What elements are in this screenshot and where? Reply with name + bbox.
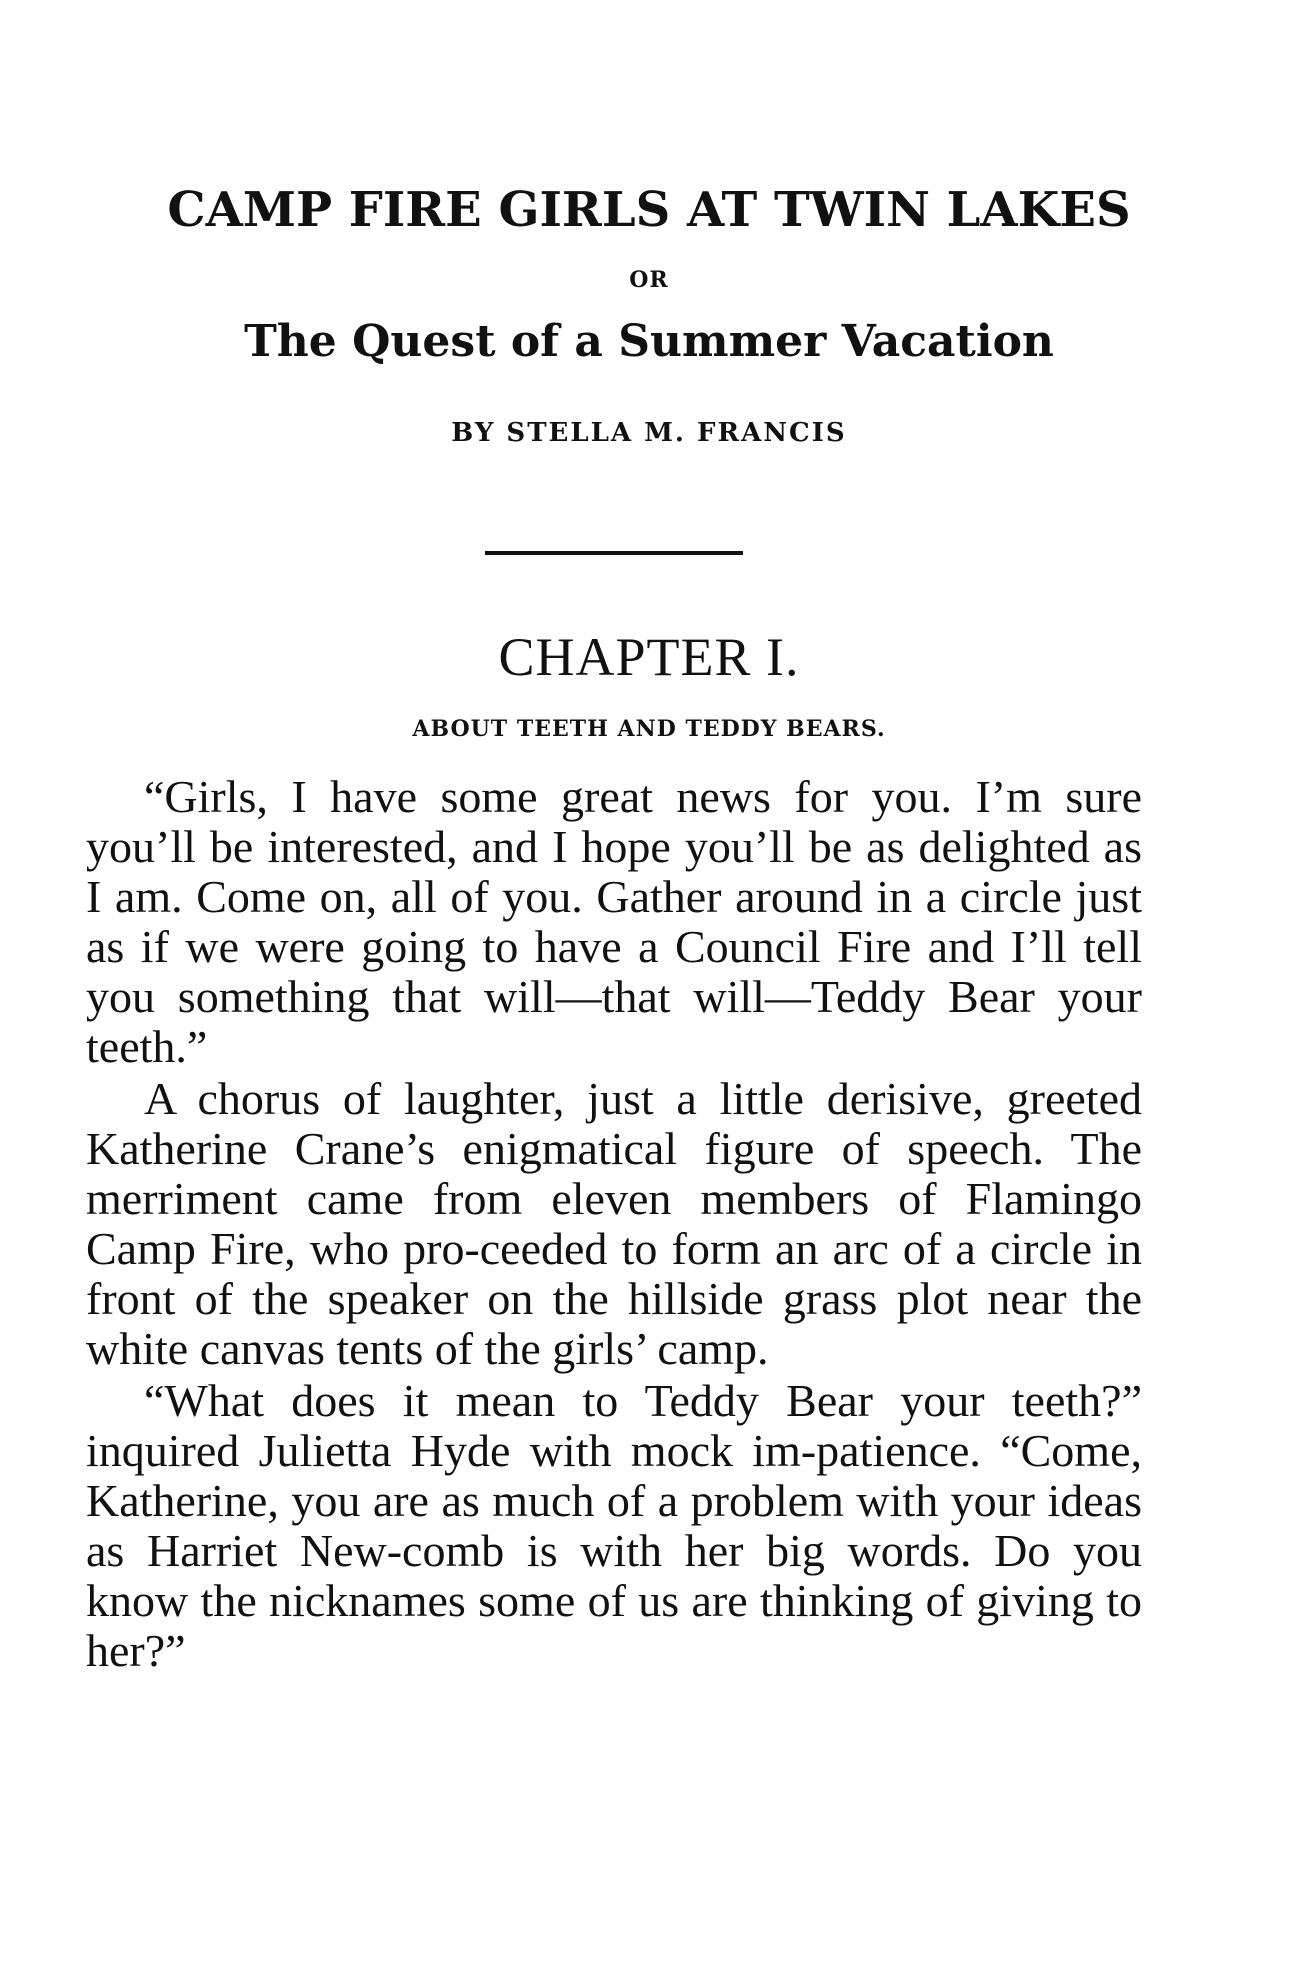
chapter-title: ABOUT TEETH AND TEDDY BEARS. [412, 716, 886, 742]
author-byline: BY STELLA M. FRANCIS [451, 418, 847, 448]
chapter-body [86, 772, 1142, 1678]
paragraph: A chorus of laughter, just a little derisive, greeted Katherine Crane’s enigmatical figure of speech. The merriment came from eleven members of Flamingo Camp Fire, who pro-ceeded to form an arc of a circle in front of the speaker on the hillside grass plot near the white canvas tents of the girls’ camp. [86, 1073, 1142, 1374]
horizontal-rule [485, 551, 743, 555]
paragraph: “What does it mean to Teddy Bear your teeth?” inquired Julietta Hyde with mock im-patience. “Come, Katherine, you are as much of a problem with your ideas as Harriet New-comb is with her big words. Do you know the nicknames some of us are thinking of giving to her?” [86, 1375, 1142, 1676]
or-divider-text: OR [629, 267, 669, 293]
book-subtitle: The Quest of a Summer Vacation [244, 316, 1054, 367]
book-title: CAMP FIRE GIRLS AT TWIN LAKES [167, 182, 1131, 238]
paragraph: “Girls, I have some great news for you. I’m sure you’ll be interested, and I hope you’ll be as delighted as I am. Come on, all of you. Gather around in a circle just as if we were going to have a Council Fire and I’ll tell you something that will—that will—Teddy Bear your teeth.” [86, 771, 1142, 1072]
chapter-number: CHAPTER I. [498, 627, 800, 687]
